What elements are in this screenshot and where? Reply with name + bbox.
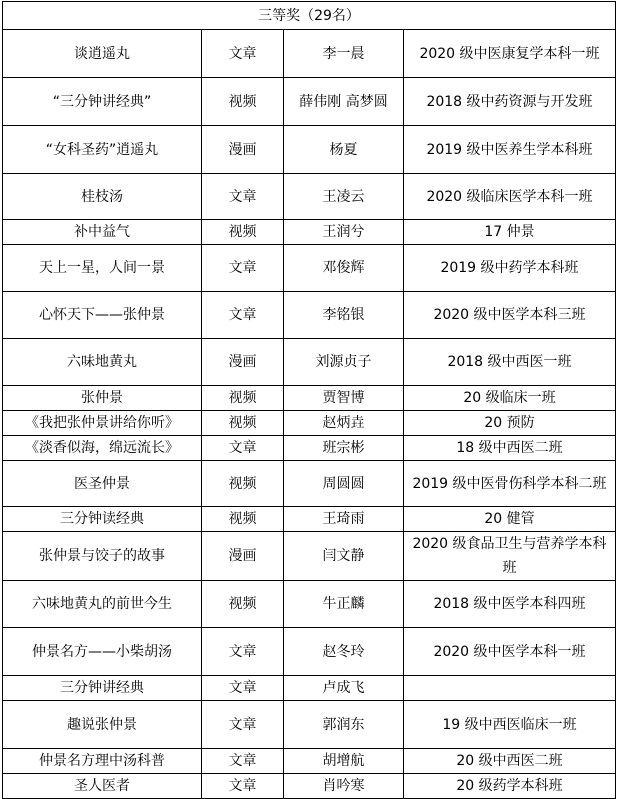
work-title: 天上一星，人间一景 — [3, 245, 202, 292]
work-type: 漫画 — [202, 126, 284, 174]
author-name: 闫文静 — [284, 532, 404, 581]
table-row — [3, 581, 616, 628]
work-type: 视频 — [202, 581, 284, 628]
class-name: 20 级中西医二班 — [404, 749, 616, 774]
class-name: 20 级临床一班 — [404, 386, 616, 411]
work-title: 圣人医者 — [3, 774, 202, 799]
author-name: 王凌云 — [284, 174, 404, 220]
table-row — [3, 628, 616, 676]
work-type: 视频 — [202, 220, 284, 245]
author-name: 邓俊辉 — [284, 245, 404, 292]
class-name: 2020 级食品卫生与营养学本科班 — [404, 532, 616, 581]
work-type: 文章 — [202, 174, 284, 220]
award-title: 三等奖（29名） — [3, 2, 616, 30]
class-name: 2020 级临床医学本科一班 — [404, 174, 616, 220]
work-type: 文章 — [202, 30, 284, 78]
work-title: 趣说张仲景 — [3, 701, 202, 749]
work-type: 文章 — [202, 774, 284, 799]
class-name: 20 级药学本科班 — [404, 774, 616, 799]
table-row — [3, 411, 616, 436]
author-name: 郭润东 — [284, 701, 404, 749]
work-type: 文章 — [202, 292, 284, 339]
author-name: 李一晨 — [284, 30, 404, 78]
author-name: 胡增航 — [284, 749, 404, 774]
work-type: 文章 — [202, 701, 284, 749]
work-title: “女科圣药”逍遥丸 — [3, 126, 202, 174]
author-name: 刘源贞子 — [284, 339, 404, 386]
table-row — [3, 386, 616, 411]
work-title: 桂枝汤 — [3, 174, 202, 220]
work-title: 三分钟讲经典 — [3, 676, 202, 701]
work-type: 视频 — [202, 461, 284, 507]
author-name: 赵冬玲 — [284, 628, 404, 676]
class-name: 2019 级中医骨伤科学本科二班 — [404, 461, 616, 507]
author-name: 贾智博 — [284, 386, 404, 411]
author-name: 杨夏 — [284, 126, 404, 174]
author-name: 王润兮 — [284, 220, 404, 245]
award-table — [2, 1, 616, 799]
work-type: 漫画 — [202, 532, 284, 581]
table-row — [3, 507, 616, 532]
class-name: 18 级中西医二班 — [404, 436, 616, 461]
class-name: 2020 级中医康复学本科一班 — [404, 30, 616, 78]
author-name: 李铭银 — [284, 292, 404, 339]
work-type: 视频 — [202, 386, 284, 411]
class-name: 2019 级中医养生学本科班 — [404, 126, 616, 174]
class-name: 19 级中西医临床一班 — [404, 701, 616, 749]
work-title: 六味地黄丸 — [3, 339, 202, 386]
table-row — [3, 701, 616, 749]
author-name: 赵炳垚 — [284, 411, 404, 436]
table-row — [3, 220, 616, 245]
work-type: 文章 — [202, 749, 284, 774]
author-name: 肖吟寒 — [284, 774, 404, 799]
work-title: “三分钟讲经典” — [3, 78, 202, 126]
work-title: 《我把张仲景讲给你听》 — [3, 411, 202, 436]
table-row — [3, 532, 616, 581]
work-type: 视频 — [202, 78, 284, 126]
work-title: 补中益气 — [3, 220, 202, 245]
work-type: 文章 — [202, 676, 284, 701]
work-type: 漫画 — [202, 339, 284, 386]
table-row — [3, 174, 616, 220]
work-type: 文章 — [202, 628, 284, 676]
class-name: 2018 级中医学本科四班 — [404, 581, 616, 628]
author-name: 王琦雨 — [284, 507, 404, 532]
table-row — [3, 461, 616, 507]
table-row — [3, 30, 616, 78]
class-name: 2019 级中药学本科班 — [404, 245, 616, 292]
table-row — [3, 292, 616, 339]
class-name: 20 健管 — [404, 507, 616, 532]
class-name: 20 预防 — [404, 411, 616, 436]
work-type: 视频 — [202, 411, 284, 436]
class-name: 2018 级中西医一班 — [404, 339, 616, 386]
work-type: 文章 — [202, 436, 284, 461]
work-title: 《淡香似海，绵远流长》 — [3, 436, 202, 461]
table-row — [3, 749, 616, 774]
work-title: 仲景名方理中汤科普 — [3, 749, 202, 774]
table-row — [3, 245, 616, 292]
table-row — [3, 676, 616, 701]
author-name: 薛伟刚 高梦圆 — [284, 78, 404, 126]
work-title: 三分钟读经典 — [3, 507, 202, 532]
work-title: 谈逍遥丸 — [3, 30, 202, 78]
class-name: 2020 级中医学本科一班 — [404, 628, 616, 676]
work-type: 视频 — [202, 507, 284, 532]
table-row — [3, 126, 616, 174]
work-title: 张仲景 — [3, 386, 202, 411]
table-row — [3, 339, 616, 386]
table-row — [3, 78, 616, 126]
title-row — [3, 2, 616, 30]
author-name: 班宗彬 — [284, 436, 404, 461]
work-title: 六味地黄丸的前世今生 — [3, 581, 202, 628]
work-type: 文章 — [202, 245, 284, 292]
work-title: 心怀天下——张仲景 — [3, 292, 202, 339]
table-row — [3, 436, 616, 461]
work-title: 张仲景与饺子的故事 — [3, 532, 202, 581]
author-name: 牛正麟 — [284, 581, 404, 628]
author-name: 周圆圆 — [284, 461, 404, 507]
class-name: 2020 级中医学本科三班 — [404, 292, 616, 339]
class-name — [404, 676, 616, 701]
work-title: 仲景名方——小柴胡汤 — [3, 628, 202, 676]
class-name: 2018 级中药资源与开发班 — [404, 78, 616, 126]
table-body — [3, 2, 616, 799]
class-name: 17 仲景 — [404, 220, 616, 245]
table-row — [3, 774, 616, 799]
work-title: 医圣仲景 — [3, 461, 202, 507]
author-name: 卢成飞 — [284, 676, 404, 701]
